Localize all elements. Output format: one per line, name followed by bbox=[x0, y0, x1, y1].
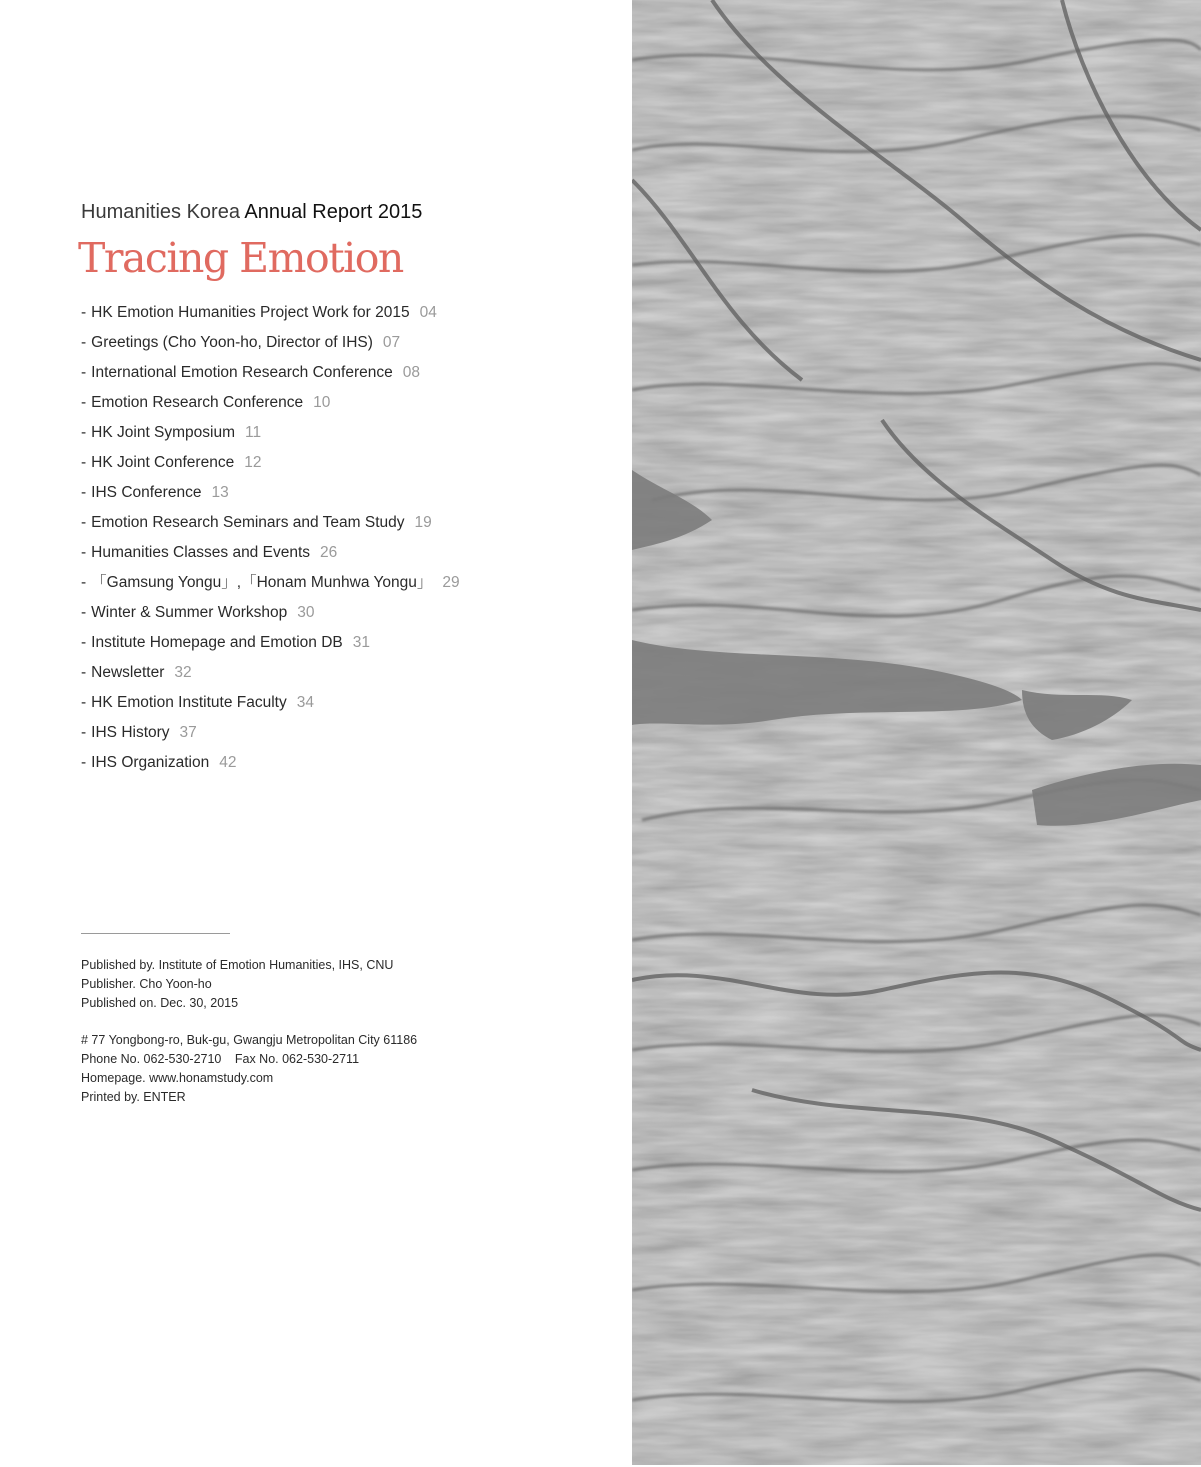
table-of-contents bbox=[81, 301, 460, 781]
series-name: Humanities Korea bbox=[81, 201, 240, 223]
toc-item bbox=[81, 751, 460, 781]
toc-item bbox=[81, 331, 460, 361]
toc-item-page-number: 10 bbox=[313, 394, 331, 411]
published-by: Published by. Institute of Emotion Humanities, IHS, CNU bbox=[81, 958, 394, 972]
toc-item-label: International Emotion Research Conference bbox=[91, 364, 393, 381]
toc-item-page-number: 07 bbox=[382, 334, 401, 351]
toc-item bbox=[81, 511, 460, 541]
toc-bullet-dash: - bbox=[81, 754, 87, 771]
toc-item-label: IHS Organization bbox=[91, 754, 210, 771]
toc-bullet-dash: - bbox=[81, 484, 87, 501]
fax-number: Fax No. 062-530-2711 bbox=[234, 1052, 360, 1066]
toc-item bbox=[81, 361, 460, 391]
toc-bullet-dash: - bbox=[81, 664, 87, 681]
toc-item-label: Emotion Research Conference bbox=[91, 394, 304, 411]
publisher: Publisher. Cho Yoon-ho bbox=[81, 977, 212, 991]
toc-bullet-dash: - bbox=[81, 574, 87, 591]
toc-item bbox=[81, 541, 460, 571]
toc-item bbox=[81, 481, 460, 511]
toc-item-label: HK Joint Symposium bbox=[91, 424, 236, 441]
toc-item-label: HK Emotion Humanities Project Work for 2015 bbox=[91, 304, 410, 321]
toc-item-page-number: 30 bbox=[297, 604, 315, 621]
toc-bullet-dash: - bbox=[81, 634, 87, 651]
toc-item bbox=[81, 601, 460, 631]
report-series-header bbox=[81, 199, 422, 225]
toc-bullet-dash: - bbox=[81, 304, 87, 321]
toc-item-label: HK Emotion Institute Faculty bbox=[91, 694, 287, 711]
published-on: Published on. Dec. 30, 2015 bbox=[81, 996, 239, 1010]
toc-item-label: Humanities Classes and Events bbox=[91, 544, 310, 561]
toc-bullet-dash: - bbox=[81, 514, 87, 531]
address: # 77 Yongbong-ro, Buk-gu, Gwangju Metropolitan City 61186 bbox=[81, 1033, 418, 1047]
toc-bullet-dash: - bbox=[81, 604, 87, 621]
toc-item-label: 「Gamsung Yongu」,「Honam Munhwa Yongu」 bbox=[91, 574, 433, 591]
phone-number: Phone No. 062-530-2710 bbox=[81, 1052, 222, 1066]
toc-item-page-number: 34 bbox=[296, 694, 314, 711]
report-name: Annual Report 2015 bbox=[244, 201, 423, 223]
toc-item-label: Winter & Summer Workshop bbox=[91, 604, 288, 621]
toc-item-page-number: 32 bbox=[174, 664, 192, 681]
wood-grain-photo-icon bbox=[632, 0, 1201, 1465]
toc-item-page-number: 12 bbox=[244, 454, 262, 471]
toc-item-label: Institute Homepage and Emotion DB bbox=[91, 634, 343, 651]
wood-grain-photo bbox=[632, 0, 1201, 1465]
toc-bullet-dash: - bbox=[81, 544, 87, 561]
colophon-publication bbox=[81, 956, 393, 1013]
toc-item bbox=[81, 451, 460, 481]
toc-item-page-number: 04 bbox=[419, 304, 437, 321]
toc-item-page-number: 26 bbox=[320, 544, 338, 561]
toc-item-page-number: 13 bbox=[211, 484, 229, 501]
toc-item bbox=[81, 301, 460, 331]
toc-item-label: Emotion Research Seminars and Team Study bbox=[91, 514, 405, 531]
toc-item-label: Greetings (Cho Yoon-ho, Director of IHS) bbox=[91, 334, 373, 351]
toc-item-page-number: 42 bbox=[219, 754, 237, 771]
divider bbox=[81, 933, 230, 934]
toc-item bbox=[81, 571, 460, 601]
toc-item-label: IHS History bbox=[91, 724, 170, 741]
homepage: Homepage. www.honamstudy.com bbox=[81, 1071, 274, 1085]
toc-bullet-dash: - bbox=[81, 454, 87, 471]
toc-item bbox=[81, 391, 460, 421]
toc-item bbox=[81, 661, 460, 691]
toc-bullet-dash: - bbox=[81, 424, 87, 441]
toc-bullet-dash: - bbox=[81, 334, 87, 351]
toc-item-page-number: 11 bbox=[245, 424, 262, 441]
toc-item bbox=[81, 721, 460, 751]
toc-bullet-dash: - bbox=[81, 694, 87, 711]
toc-bullet-dash: - bbox=[81, 724, 87, 741]
toc-item-page-number: 08 bbox=[402, 364, 420, 381]
phone-fax-line bbox=[81, 1050, 417, 1069]
toc-item-page-number: 19 bbox=[414, 514, 432, 531]
toc-item bbox=[81, 631, 460, 661]
toc-bullet-dash: - bbox=[81, 394, 87, 411]
toc-item bbox=[81, 691, 460, 721]
toc-item-page-number: 31 bbox=[352, 634, 371, 651]
toc-item-label: Newsletter bbox=[91, 664, 165, 681]
toc-item-label: HK Joint Conference bbox=[91, 454, 235, 471]
toc-item-page-number: 29 bbox=[442, 574, 460, 591]
colophon-contact bbox=[81, 1031, 417, 1107]
page-title: Tracing Emotion bbox=[78, 234, 403, 282]
toc-bullet-dash: - bbox=[81, 364, 87, 381]
toc-item bbox=[81, 421, 460, 451]
toc-item-label: IHS Conference bbox=[91, 484, 202, 501]
printed-by: Printed by. ENTER bbox=[81, 1090, 186, 1104]
toc-item-page-number: 37 bbox=[179, 724, 197, 741]
